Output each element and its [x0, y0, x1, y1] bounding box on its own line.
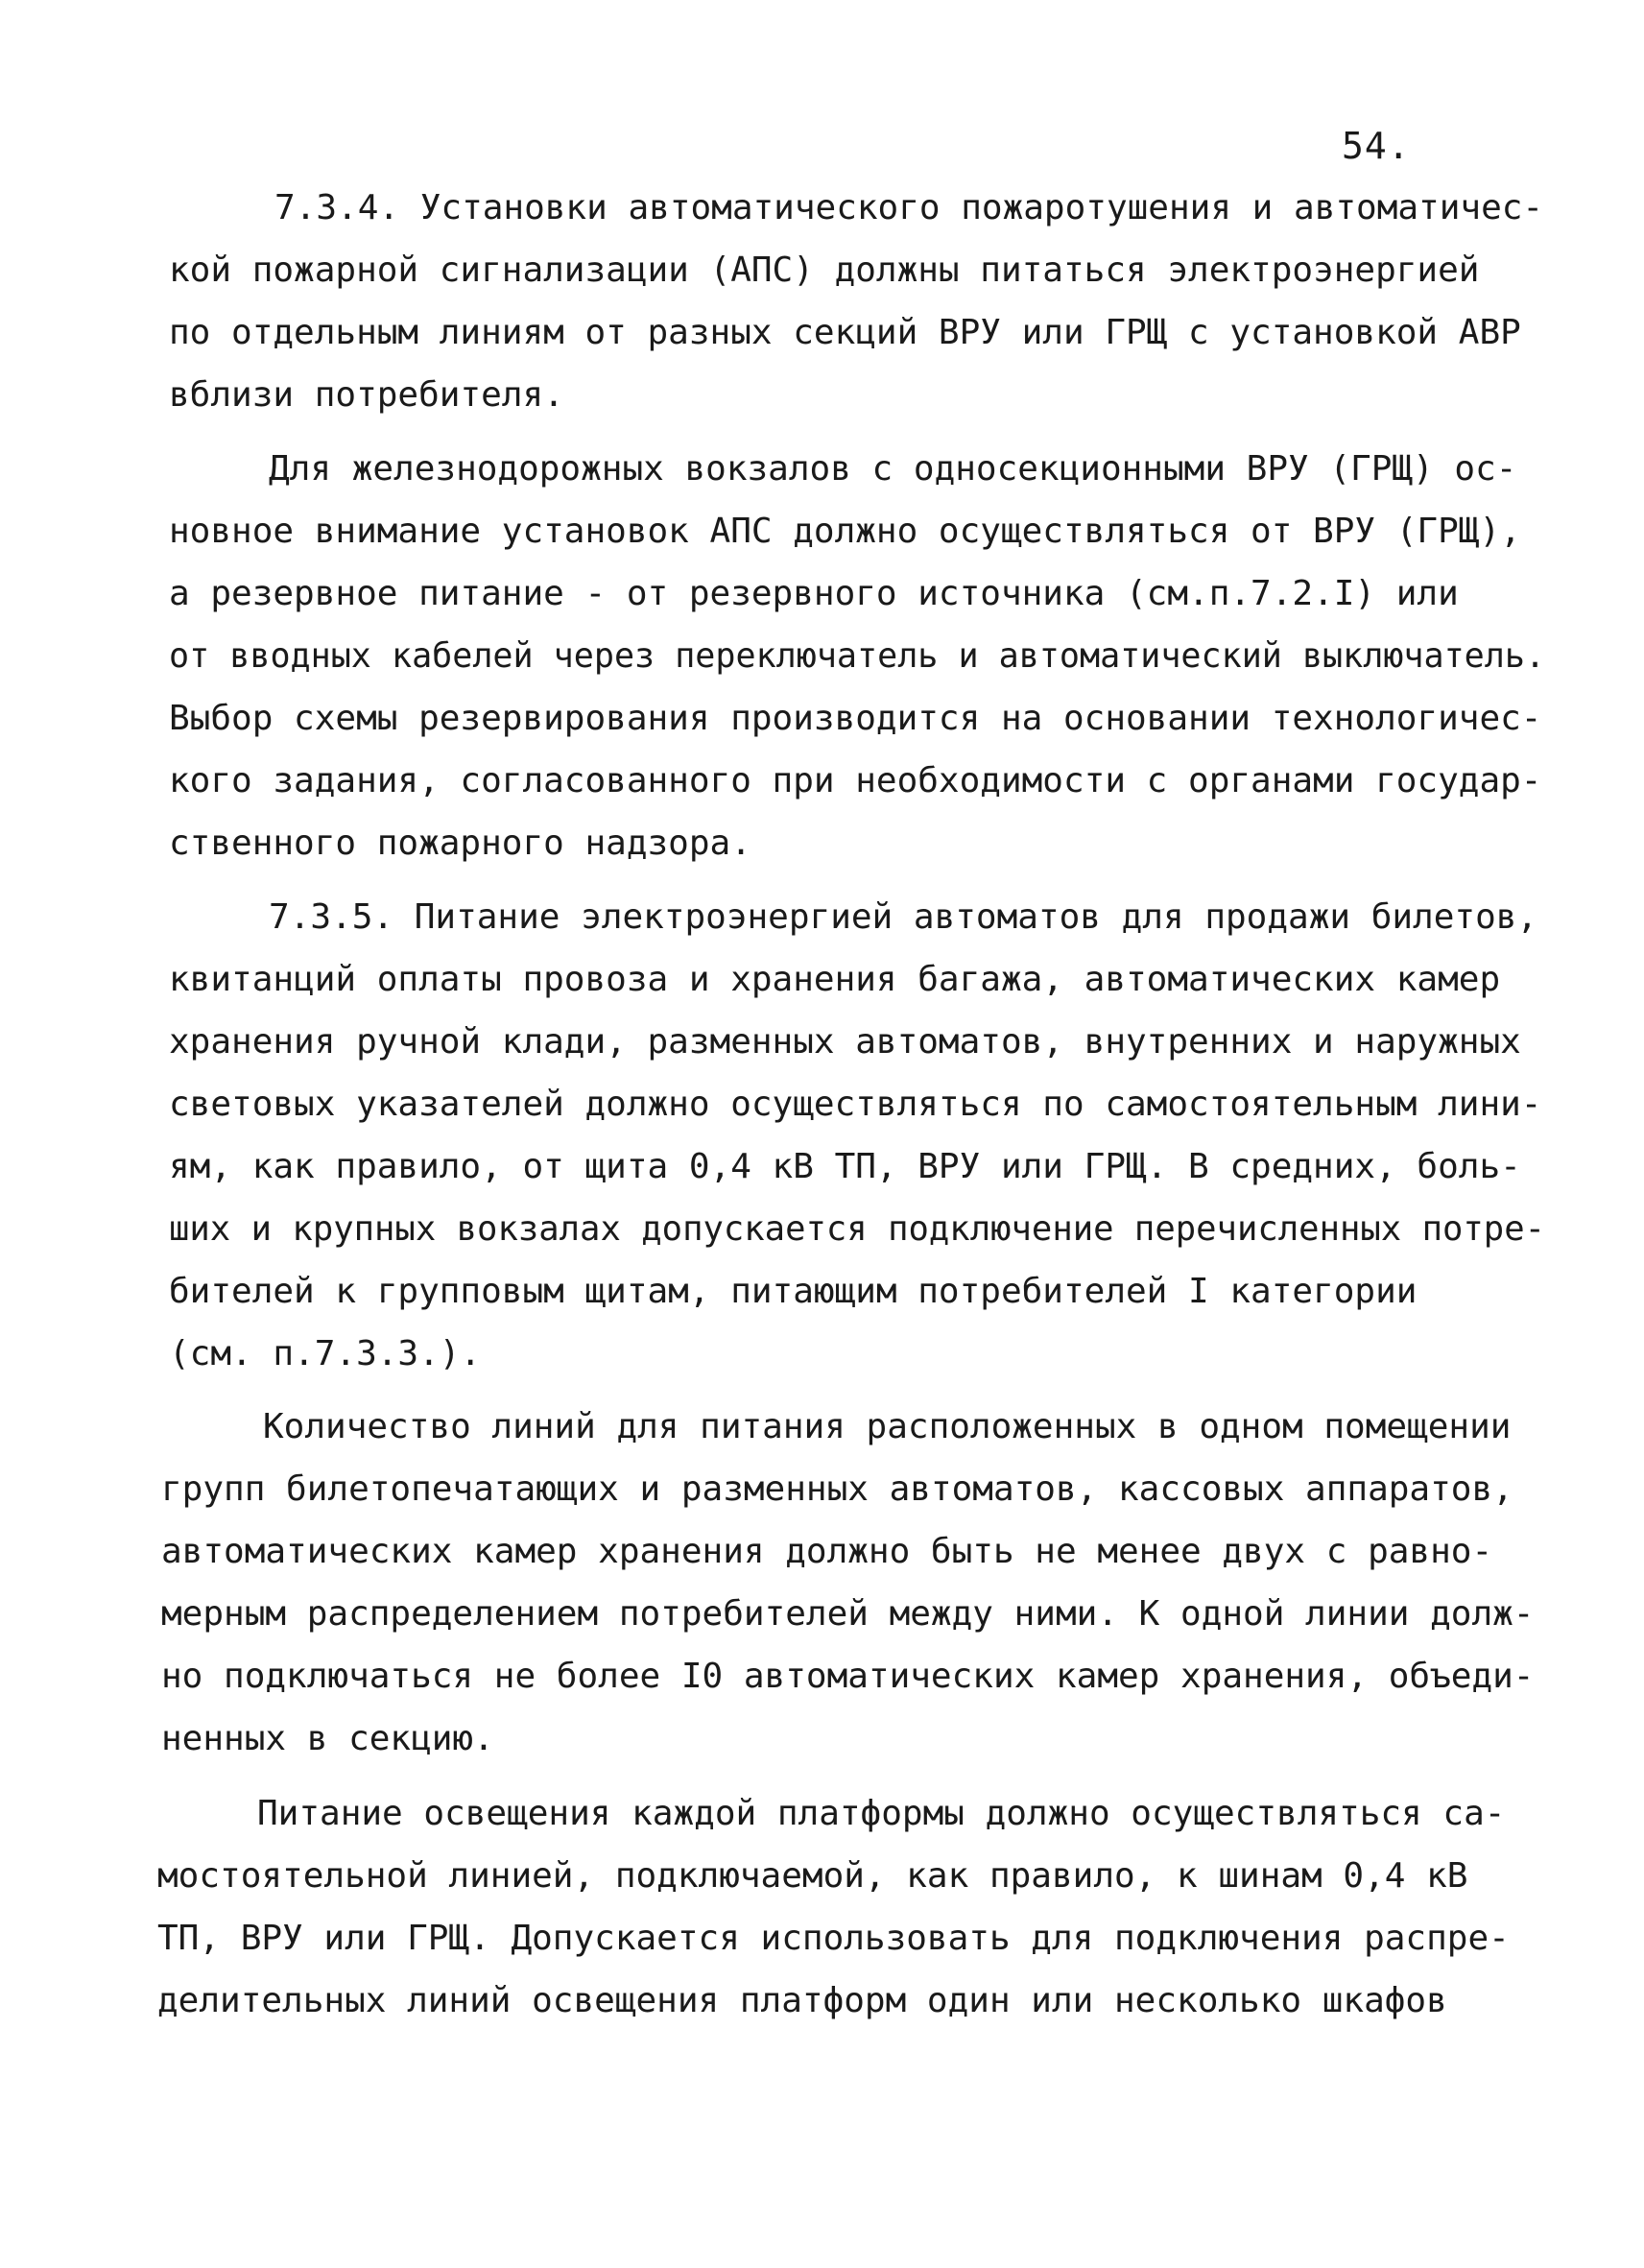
text-line: ТП, ВРУ или ГРЩ. Допускается использовать для подключения распре- [157, 1919, 1510, 1958]
text-line: Выбор схемы резервирования производится на основании технологичес- [169, 699, 1542, 738]
text-line: 7.3.5. Питание электроэнергией автоматов для продажи билетов, [269, 897, 1538, 937]
text-line: ших и крупных вокзалах допускается подключение перечисленных потре- [169, 1209, 1546, 1249]
text-line: хранения ручной клади, разменных автоматов, внутренних и наружных [169, 1022, 1521, 1062]
text-line: световых указателей должно осуществляться по самостоятельным лини- [169, 1085, 1542, 1124]
text-line: Количество линий для питания расположенных в одном помещении [263, 1407, 1512, 1446]
text-line: от вводных кабелей через переключатель и автоматический выключатель. [169, 636, 1546, 676]
text-line: Питание освещения каждой платформы должно осуществляться са- [257, 1794, 1506, 1833]
page-number: 54. [1342, 125, 1411, 167]
text-line: (см. п.7.3.3.). [169, 1334, 482, 1373]
text-line: бителей к групповым щитам, питающим потребителей I категории [169, 1272, 1418, 1311]
text-line: а резервное питание - от резервного источника (см.п.7.2.I) или [169, 574, 1459, 613]
text-line: вблизи потребителя. [169, 375, 564, 415]
text-line: делительных линий освещения платформ один или несколько шкафов [157, 1981, 1447, 2020]
text-line: но подключаться не более I0 автоматических камер хранения, объеди- [161, 1657, 1535, 1696]
text-line: мостоятельной линией, подключаемой, как правило, к шинам 0,4 кВ [157, 1856, 1468, 1896]
text-line: групп билетопечатающих и разменных автоматов, кассовых аппаратов, [161, 1469, 1513, 1509]
text-line: квитанций оплаты провоза и хранения багажа, автоматических камер [169, 960, 1501, 999]
text-line: мерным распределением потребителей между ними. К одной линии долж- [161, 1594, 1535, 1634]
text-line: новное внимание установок АПС должно осуществляться от ВРУ (ГРЩ), [169, 512, 1521, 551]
text-line: кого задания, согласованного при необходимости с органами государ- [169, 761, 1542, 800]
text-line: ственного пожарного надзора. [169, 824, 751, 863]
text-line: по отдельным линиям от разных секций ВРУ или ГРЩ с установкой АВР [169, 313, 1521, 352]
text-line: ям, как правило, от щита 0,4 кВ ТП, ВРУ или ГРЩ. В средних, боль- [169, 1147, 1521, 1186]
text-line: автоматических камер хранения должно быть не менее двух с равно- [161, 1532, 1493, 1571]
text-line: 7.3.4. Установки автоматического пожаротушения и автоматичес- [274, 188, 1544, 227]
text-line: кой пожарной сигнализации (АПС) должны питаться электроэнергией [169, 251, 1480, 290]
text-line: ненных в секцию. [161, 1719, 494, 1758]
text-line: Для железнодорожных вокзалов с односекционными ВРУ (ГРЩ) ос- [269, 449, 1517, 489]
